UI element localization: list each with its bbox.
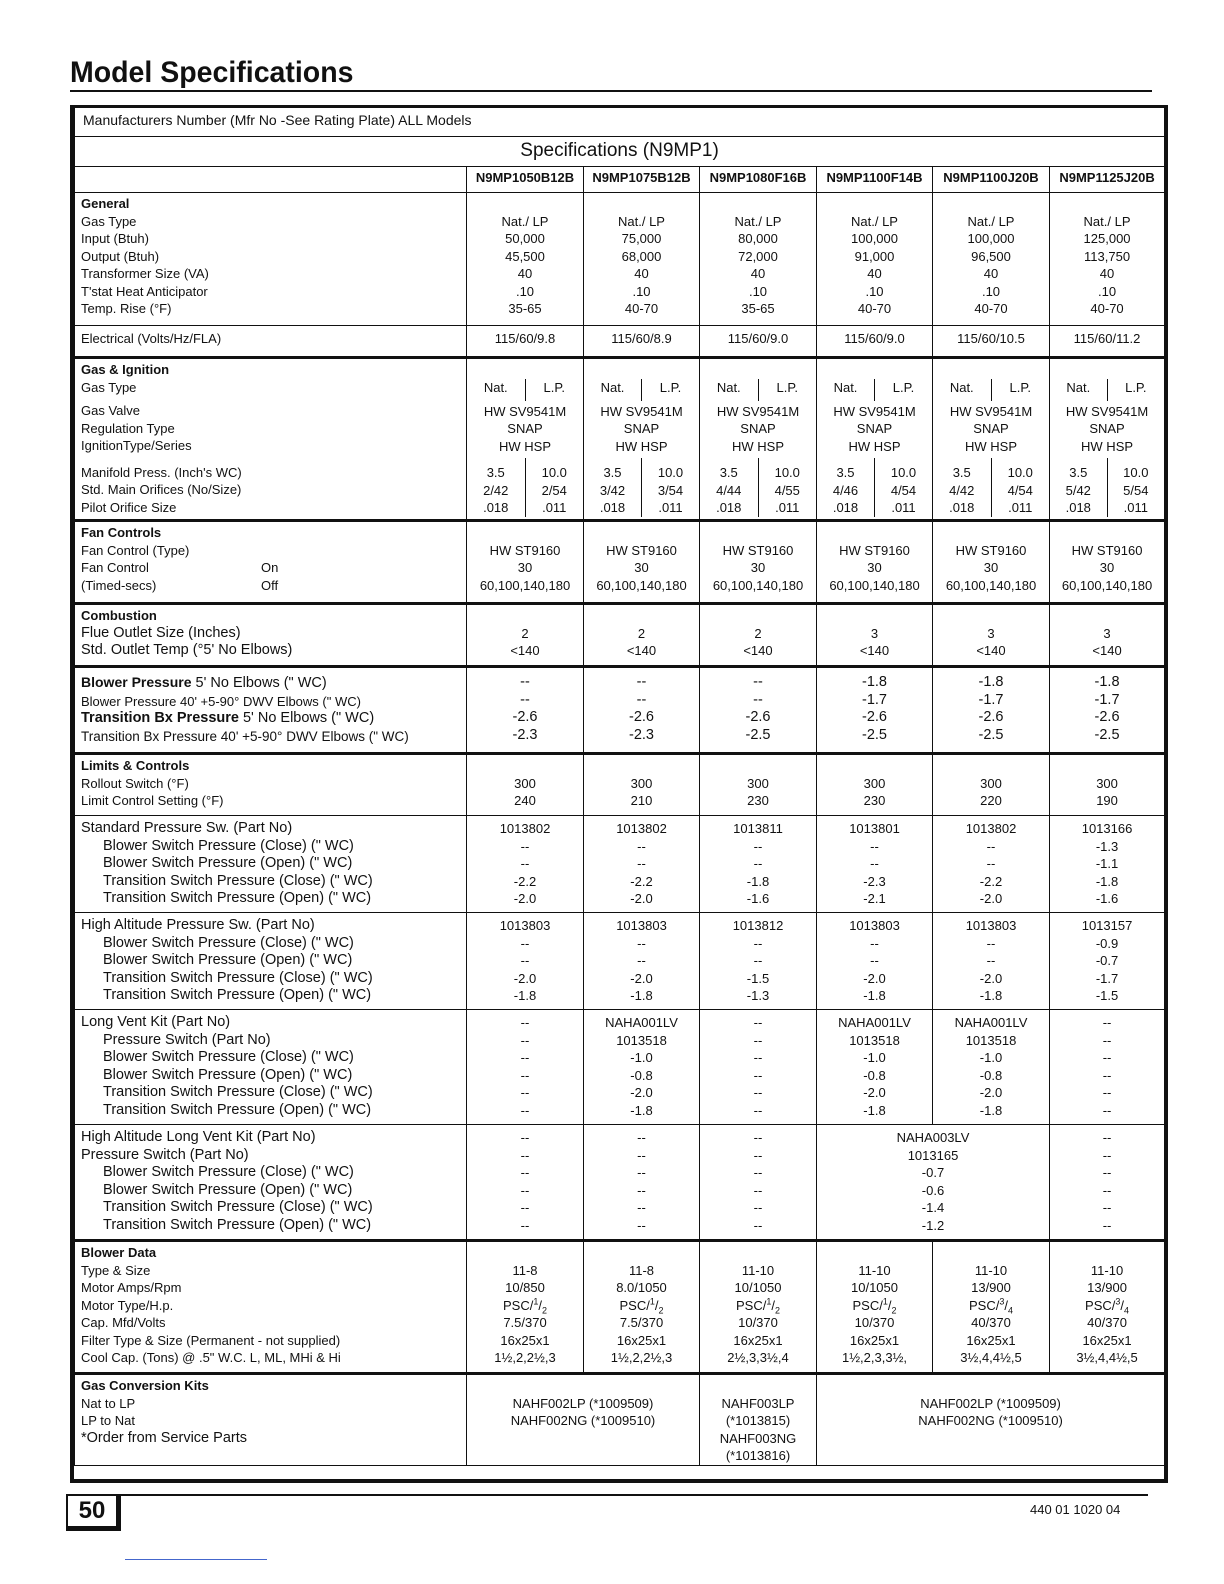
blank-header bbox=[75, 167, 467, 193]
high-altitude-pressure-switch-values-2: 1013803 -- -- -2.0 -1.8 bbox=[584, 913, 700, 1010]
long-vent-kit-values-4: NAHA001LV 1013518 -1.0 -0.8 -2.0 -1.8 bbox=[817, 1010, 933, 1125]
conversion-kit-group-2: NAHF003LP (*1013815) NAHF003NG (*1013816) bbox=[700, 1374, 817, 1466]
combustion-values-3: 2 <140 bbox=[700, 604, 817, 667]
high-altitude-long-vent-dashes: -- -- -- -- -- -- bbox=[584, 1125, 700, 1241]
model-header-6: N9MP1125J20B bbox=[1050, 167, 1165, 193]
high-altitude-long-vent-dashes: -- -- -- -- -- -- bbox=[467, 1125, 584, 1241]
gas-ignition-labels: Gas & Ignition Gas Type Gas Valve Regulation Type IgnitionType/Series Manifold Press. (Inch's WC) Std. Main Orifices (No/Size) Pilot Orifice Size bbox=[75, 358, 467, 521]
electrical-value-3: 115/60/9.0 bbox=[700, 326, 817, 358]
blower-pressure-values-4: -1.8 -1.7 -2.6 -2.5 bbox=[817, 667, 933, 754]
spec-table-frame bbox=[70, 105, 1168, 1483]
blower-pressure-values-5: -1.8 -1.7 -2.6 -2.5 bbox=[933, 667, 1050, 754]
blower-pressure-labels: Blower Pressure 5' No Elbows (" WC) Blower Pressure 40' +5-90° DWV Elbows (" WC) Transition Bx Pressure 5' No Elbows (" WC) Transition Bx Pressure 40' +5-90° DWV Elbows (" WC) bbox=[75, 667, 467, 754]
limits-values-6: 300 190 bbox=[1050, 754, 1165, 816]
standard-pressure-switch-values-2: 1013802 -- -- -2.2 -2.0 bbox=[584, 816, 700, 913]
conversion-kits-labels: Gas Conversion Kits Nat to LP LP to Nat *Order from Service Parts bbox=[75, 1374, 467, 1466]
general-values-2: Nat./ LP 75,000 68,000 40 .10 40-70 bbox=[584, 193, 700, 326]
electrical-value-1: 115/60/9.8 bbox=[467, 326, 584, 358]
blower-data-labels: Blower Data Type & Size Motor Amps/Rpm Motor Type/H.p. Cap. Mfd/Volts Filter Type & Size (Permanent - not supplied) Cool Cap. (Tons) @ .5" W.C. L, ML, MHi & Hi bbox=[75, 1241, 467, 1374]
general-labels: General Gas Type Input (Btuh) Output (Btuh) Transformer Size (VA) T'stat Heat Anticipator Temp. Rise (°F) bbox=[75, 193, 467, 326]
general-values-6: Nat./ LP 125,000 113,750 40 .10 40-70 bbox=[1050, 193, 1165, 326]
high-altitude-long-vent-labels: High Altitude Long Vent Kit (Part No) Pressure Switch (Part No) Blower Switch Pressure (Close) (" WC) Blower Switch Pressure (Open) (" WC) Transition Switch Pressure (Close) (" WC) Transition Switch Pressure (Open) (" WC) bbox=[75, 1125, 467, 1241]
gas-ignition-values-1: Nat. L.P. HW SV9541M SNAP HW HSP 3.5 2/42 .018 10.0 2/54 .011 bbox=[467, 358, 584, 521]
fan-controls-values-4: HW ST9160 30 60,100,140,180 bbox=[817, 521, 933, 604]
long-vent-kit-section bbox=[75, 1010, 1165, 1125]
gas-ignition-values-5: Nat. L.P. HW SV9541M SNAP HW HSP 3.5 4/42 .018 10.0 4/54 .011 bbox=[933, 358, 1050, 521]
limits-labels: Limits & Controls Rollout Switch (°F) Limit Control Setting (°F) bbox=[75, 754, 467, 816]
blower-pressure-section bbox=[75, 667, 1165, 754]
general-values-3: Nat./ LP 80,000 72,000 40 .10 35-65 bbox=[700, 193, 817, 326]
standard-pressure-switch-values-4: 1013801 -- -- -2.3 -2.1 bbox=[817, 816, 933, 913]
gas-ignition-values-2: Nat. L.P. HW SV9541M SNAP HW HSP 3.5 3/42 .018 10.0 3/54 .011 bbox=[584, 358, 700, 521]
blower-pressure-values-2: -- -- -2.6 -2.3 bbox=[584, 667, 700, 754]
standard-pressure-switch-values-3: 1013811 -- -- -1.8 -1.6 bbox=[700, 816, 817, 913]
page-number: 50 bbox=[66, 1494, 121, 1531]
general-values-5: Nat./ LP 100,000 96,500 40 .10 40-70 bbox=[933, 193, 1050, 326]
blower-data-values-4: 11-10 10/1050 PSC/$^1/_2$ 10/370 16x25x1 1½,2,3,3½, bbox=[817, 1241, 933, 1374]
fan-controls-values-1: HW ST9160 30 60,100,140,180 bbox=[467, 521, 584, 604]
conversion-kits-section bbox=[75, 1374, 1165, 1466]
blower-data-values-1: 11-8 10/850 PSC/$^1/_2$ 7.5/370 16x25x1 1½,2,2½,3 bbox=[467, 1241, 584, 1374]
combustion-values-4: 3 <140 bbox=[817, 604, 933, 667]
gas-ignition-values-4: Nat. L.P. HW SV9541M SNAP HW HSP 3.5 4/46 .018 10.0 4/54 .011 bbox=[817, 358, 933, 521]
footer-rule bbox=[118, 1494, 1148, 1496]
long-vent-kit-values-2: NAHA001LV 1013518 -1.0 -0.8 -2.0 -1.8 bbox=[584, 1010, 700, 1125]
gas-ignition-values-3: Nat. L.P. HW SV9541M SNAP HW HSP 3.5 4/44 .018 10.0 4/55 .011 bbox=[700, 358, 817, 521]
blower-data-values-6: 11-10 13/900 PSC/$^3/_4$ 40/370 16x25x1 3½,4,4½,5 bbox=[1050, 1241, 1165, 1374]
combustion-values-2: 2 <140 bbox=[584, 604, 700, 667]
high-altitude-pressure-switch-values-3: 1013812 -- -- -1.5 -1.3 bbox=[700, 913, 817, 1010]
model-header-2: N9MP1075B12B bbox=[584, 167, 700, 193]
long-vent-kit-values-5: NAHA001LV 1013518 -1.0 -0.8 -2.0 -1.8 bbox=[933, 1010, 1050, 1125]
manufacturer-row bbox=[75, 108, 1165, 137]
limits-section bbox=[75, 754, 1165, 816]
spec-title-row bbox=[75, 137, 1165, 167]
document-number: 440 01 1020 04 bbox=[1030, 1502, 1121, 1517]
fan-controls-labels: Fan Controls Fan Control (Type) Fan Control On (Timed-secs) Off bbox=[75, 521, 467, 604]
fan-controls-values-2: HW ST9160 30 60,100,140,180 bbox=[584, 521, 700, 604]
combustion-section bbox=[75, 604, 1165, 667]
gas-ignition-section bbox=[75, 358, 1165, 521]
limits-values-5: 300 220 bbox=[933, 754, 1050, 816]
limits-values-3: 300 230 bbox=[700, 754, 817, 816]
high-altitude-long-vent-dashes: -- -- -- -- -- -- bbox=[1050, 1125, 1165, 1241]
electrical-label: Electrical (Volts/Hz/FLA) bbox=[75, 326, 467, 358]
fan-controls-values-3: HW ST9160 30 60,100,140,180 bbox=[700, 521, 817, 604]
combustion-labels: Combustion Flue Outlet Size (Inches) Std. Outlet Temp (°5' No Elbows) bbox=[75, 604, 467, 667]
conversion-kit-group-1: NAHF002LP (*1009509) NAHF002NG (*1009510) bbox=[467, 1374, 700, 1466]
fan-controls-section bbox=[75, 521, 1165, 604]
fan-controls-values-5: HW ST9160 30 60,100,140,180 bbox=[933, 521, 1050, 604]
blower-data-values-2: 11-8 8.0/1050 PSC/$^1/_2$ 7.5/370 16x25x1 1½,2,2½,3 bbox=[584, 1241, 700, 1374]
standard-pressure-switch-values-6: 1013166 -1.3 -1.1 -1.8 -1.6 bbox=[1050, 816, 1165, 913]
high-altitude-long-vent-dashes: -- -- -- -- -- -- bbox=[700, 1125, 817, 1241]
manufacturer-number: Manufacturers Number (Mfr No -See Rating Plate) ALL Models bbox=[75, 108, 1165, 137]
long-vent-kit-values-3: -- -- -- -- -- -- bbox=[700, 1010, 817, 1125]
blower-pressure-values-6: -1.8 -1.7 -2.6 -2.5 bbox=[1050, 667, 1165, 754]
blower-data-section bbox=[75, 1241, 1165, 1374]
specifications-title: Specifications (N9MP1) bbox=[75, 137, 1165, 167]
blower-pressure-values-1: -- -- -2.6 -2.3 bbox=[467, 667, 584, 754]
high-altitude-long-vent-merged: NAHA003LV 1013165 -0.7 -0.6 -1.4 -1.2 bbox=[817, 1125, 1050, 1241]
footer-link-underline bbox=[125, 1559, 267, 1560]
high-altitude-pressure-switch-section bbox=[75, 913, 1165, 1010]
limits-values-1: 300 240 bbox=[467, 754, 584, 816]
model-header-4: N9MP1100F14B bbox=[817, 167, 933, 193]
blower-pressure-values-3: -- -- -2.6 -2.5 bbox=[700, 667, 817, 754]
general-values-4: Nat./ LP 100,000 91,000 40 .10 40-70 bbox=[817, 193, 933, 326]
standard-pressure-switch-section bbox=[75, 816, 1165, 913]
blower-data-values-5: 11-10 13/900 PSC/$^3/_4$ 40/370 16x25x1 3½,4,4½,5 bbox=[933, 1241, 1050, 1374]
general-section bbox=[75, 193, 1165, 326]
high-altitude-pressure-switch-values-5: 1013803 -- -- -2.0 -1.8 bbox=[933, 913, 1050, 1010]
page-title: Model Specifications bbox=[70, 56, 1152, 92]
combustion-values-6: 3 <140 bbox=[1050, 604, 1165, 667]
high-altitude-pressure-switch-values-4: 1013803 -- -- -2.0 -1.8 bbox=[817, 913, 933, 1010]
spec-table bbox=[74, 107, 1165, 1466]
electrical-value-2: 115/60/8.9 bbox=[584, 326, 700, 358]
model-header-3: N9MP1080F16B bbox=[700, 167, 817, 193]
limits-values-2: 300 210 bbox=[584, 754, 700, 816]
long-vent-kit-values-6: -- -- -- -- -- -- bbox=[1050, 1010, 1165, 1125]
combustion-values-1: 2 <140 bbox=[467, 604, 584, 667]
model-header-row bbox=[75, 167, 1165, 193]
model-header-5: N9MP1100J20B bbox=[933, 167, 1050, 193]
standard-pressure-switch-labels: Standard Pressure Sw. (Part No) Blower Switch Pressure (Close) (" WC) Blower Switch Pressure (Open) (" WC) Transition Switch Pressure (Close) (" WC) Transition Switch Pressure (Open) (" WC) bbox=[75, 816, 467, 913]
long-vent-kit-values-1: -- -- -- -- -- -- bbox=[467, 1010, 584, 1125]
standard-pressure-switch-values-5: 1013802 -- -- -2.2 -2.0 bbox=[933, 816, 1050, 913]
gas-ignition-values-6: Nat. L.P. HW SV9541M SNAP HW HSP 3.5 5/42 .018 10.0 5/54 .011 bbox=[1050, 358, 1165, 521]
electrical-value-6: 115/60/11.2 bbox=[1050, 326, 1165, 358]
high-altitude-pressure-switch-values-1: 1013803 -- -- -2.0 -1.8 bbox=[467, 913, 584, 1010]
limits-values-4: 300 230 bbox=[817, 754, 933, 816]
model-header-1: N9MP1050B12B bbox=[467, 167, 584, 193]
general-values-1: Nat./ LP 50,000 45,500 40 .10 35-65 bbox=[467, 193, 584, 326]
standard-pressure-switch-values-1: 1013802 -- -- -2.2 -2.0 bbox=[467, 816, 584, 913]
blower-data-values-3: 11-10 10/1050 PSC/$^1/_2$ 10/370 16x25x1 2½,3,3½,4 bbox=[700, 1241, 817, 1374]
long-vent-kit-labels: Long Vent Kit (Part No) Pressure Switch (Part No) Blower Switch Pressure (Close) (" WC) Blower Switch Pressure (Open) (" WC) Transition Switch Pressure (Close) (" WC) Transition Switch Pressure (Open) (" WC) bbox=[75, 1010, 467, 1125]
high-altitude-pressure-switch-values-6: 1013157 -0.9 -0.7 -1.7 -1.5 bbox=[1050, 913, 1165, 1010]
electrical-row bbox=[75, 326, 1165, 358]
electrical-value-4: 115/60/9.0 bbox=[817, 326, 933, 358]
combustion-values-5: 3 <140 bbox=[933, 604, 1050, 667]
conversion-kit-group-3: NAHF002LP (*1009509) NAHF002NG (*1009510) bbox=[817, 1374, 1165, 1466]
fan-controls-values-6: HW ST9160 30 60,100,140,180 bbox=[1050, 521, 1165, 604]
high-altitude-long-vent-section bbox=[75, 1125, 1165, 1241]
high-altitude-pressure-switch-labels: High Altitude Pressure Sw. (Part No) Blower Switch Pressure (Close) (" WC) Blower Switch Pressure (Open) (" WC) Transition Switch Pressure (Close) (" WC) Transition Switch Pressure (Open) (" WC) bbox=[75, 913, 467, 1010]
electrical-value-5: 115/60/10.5 bbox=[933, 326, 1050, 358]
